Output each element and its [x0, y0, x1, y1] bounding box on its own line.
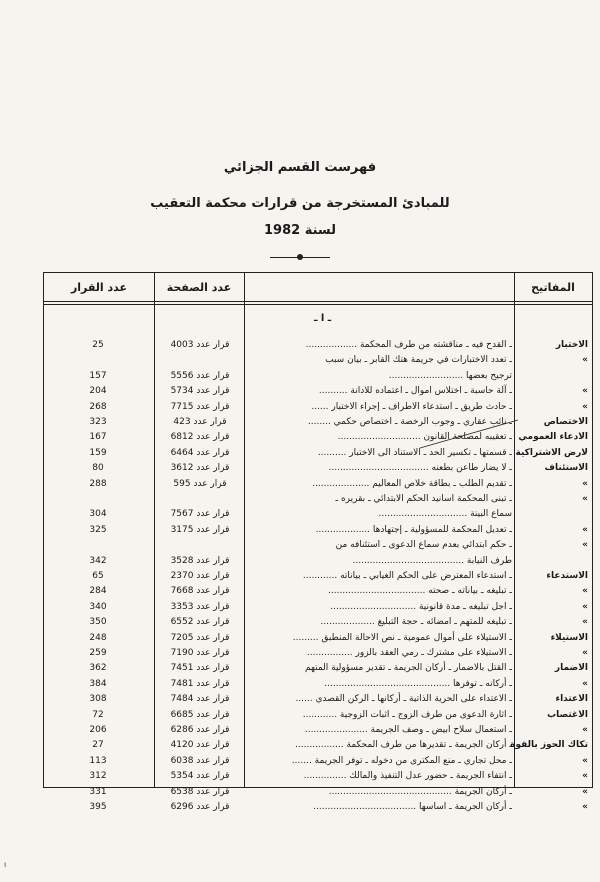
row-key: » — [582, 601, 588, 612]
row-decision-number: 362 — [89, 663, 107, 674]
row-description: ـ تبنى المحكمة اسانيد الحكم الابتدائي ـ بقريره ـ — [335, 494, 512, 504]
row-key: الاستدعاء — [546, 571, 588, 581]
row-decision-number: 248 — [89, 632, 107, 643]
row-description: ـ تبليغه للمتهم ـ امضائه ـ حجة التبليغ ................... — [320, 617, 512, 628]
row-description: ـ تقديم الطلب ـ بطاقة خلاص المعاليم .................... — [312, 478, 512, 489]
header-divider — [44, 301, 592, 302]
table-row — [44, 492, 592, 506]
row-decision-number: 157 — [89, 370, 107, 381]
row-page-ref: قرار عدد 7484 — [170, 694, 230, 705]
row-description: ـ استعمال سلاح ابيض ـ وصف الجريمة ...................... — [304, 725, 512, 735]
row-description: ـ انتفاء الجريمة ـ حضور عدل التنفيذ والمالك ............... — [303, 771, 512, 782]
row-key: » — [582, 401, 588, 412]
row-page-ref: قرار عدد 2370 — [170, 571, 230, 581]
row-key: » — [582, 786, 588, 797]
row-page-ref: قرار عدد 7481 — [170, 678, 230, 689]
row-decision-number: 395 — [89, 802, 107, 812]
table-row — [44, 692, 592, 706]
table-row — [44, 677, 592, 691]
row-decision-number: 312 — [89, 771, 107, 782]
table-row — [44, 569, 592, 583]
row-key: » — [582, 802, 588, 812]
row-description: ـ أركان الجريمة ........................................... — [328, 786, 512, 797]
row-page-ref: قرار عدد 4120 — [170, 740, 230, 751]
table-row — [44, 600, 592, 614]
table-row — [44, 400, 592, 414]
row-page-ref: قرار عدد 7205 — [170, 632, 230, 643]
table-row — [44, 584, 592, 598]
table-row — [44, 369, 592, 383]
row-key: الاضمار — [554, 663, 588, 674]
table-row — [44, 800, 592, 814]
row-description: ـ حكم ابتدائي بعدم سماع الدعوى ـ استئنافه من — [335, 540, 512, 551]
row-description: ـ تعقيبه لمصلحة القانون ............................. — [337, 432, 512, 443]
table-row — [44, 338, 592, 352]
row-decision-number: 340 — [89, 601, 107, 612]
table-row — [44, 631, 592, 645]
table-row — [44, 430, 592, 444]
header-page: عدد الصفحة — [166, 281, 232, 294]
page-title: فهرست القسم الجزائي — [223, 160, 377, 175]
row-decision-number: 331 — [89, 786, 107, 797]
row-page-ref: قرار عدد 6038 — [170, 755, 230, 766]
header-keys: المفاتيح — [531, 281, 575, 294]
row-page-ref: قرار عدد 6812 — [170, 432, 230, 443]
row-decision-number: 342 — [89, 555, 107, 566]
row-description: ـ اثارة الدعوى من طرف الزوج ـ اثبات الزوجية ............ — [302, 709, 512, 720]
row-key: لارض الاشتراكية — [515, 447, 588, 458]
row-decision-number: 25 — [92, 340, 104, 350]
row-decision-number: 323 — [89, 417, 107, 427]
row-page-ref: قرار عدد 5734 — [170, 386, 230, 397]
header-decision: عدد القرار — [70, 281, 128, 294]
row-page-ref: قرار عدد 6286 — [170, 725, 230, 735]
row-description: ـ لا يضار طاعن بطعنه ................................... — [328, 463, 512, 474]
row-page-ref: قرار عدد 6685 — [170, 709, 230, 720]
table-row — [44, 384, 592, 398]
row-description: ترجيح بعضها .......................... — [388, 370, 512, 381]
year-label: لسنة 1982 — [263, 223, 336, 238]
row-decision-number: 304 — [89, 509, 107, 520]
row-key: » — [582, 540, 588, 551]
row-description: ـ نائب عقاري ـ وجوب الرخصة ـ اختصاص حكمي ........ — [307, 417, 512, 427]
row-key: الاختبار — [555, 340, 588, 350]
table-row — [44, 769, 592, 783]
ornament-divider — [270, 253, 330, 263]
row-key: » — [582, 755, 588, 766]
row-decision-number: 159 — [89, 447, 107, 458]
row-decision-number: 268 — [89, 401, 107, 412]
row-description: ـ تبليغه ـ بياناته ـ صحته .................................. — [328, 586, 512, 597]
table-row — [44, 646, 592, 660]
row-description: ـ أركان الجريمة ـ تقديرها من طرف المحكمة ................. — [295, 740, 512, 751]
row-decision-number: 325 — [89, 524, 107, 535]
table-row — [44, 785, 592, 799]
row-key: الاستئناف — [544, 463, 588, 474]
header-divider — [44, 304, 592, 305]
row-page-ref: قرار عدد 7668 — [170, 586, 230, 597]
row-key: » — [582, 386, 588, 397]
row-description: ـ محل تجاري ـ منع المكترى من دخوله ـ توفر الجريمة ....... — [291, 755, 512, 766]
row-decision-number: 167 — [89, 432, 107, 443]
row-page-ref: قرار عدد 6538 — [170, 786, 230, 797]
row-page-ref: قرار عدد 595 — [173, 478, 227, 489]
row-key: » — [582, 355, 588, 366]
table-row — [44, 738, 592, 752]
row-decision-number: 284 — [89, 586, 107, 597]
row-description: ـ الاستيلاء على مشترك ـ رمي العقد بالزور ................ — [306, 648, 512, 658]
row-page-ref: قرار عدد 5354 — [170, 771, 230, 782]
row-decision-number: 72 — [92, 709, 104, 720]
row-description: ـ حادث طريق ـ استدعاء الاطراف ـ إجراء الاختبار ...... — [311, 401, 512, 412]
row-key: تكاك الحوز بالقوة — [510, 740, 588, 751]
row-page-ref: قرار عدد 5556 — [170, 370, 230, 381]
row-page-ref: قرار عدد 7190 — [170, 648, 230, 658]
row-decision-number: 204 — [89, 386, 107, 397]
row-key: الاختصاص — [543, 417, 588, 427]
table-row — [44, 754, 592, 768]
row-key: » — [582, 524, 588, 535]
row-key: » — [582, 725, 588, 735]
row-key: » — [582, 617, 588, 628]
row-page-ref: قرار عدد 3528 — [170, 555, 230, 566]
table-row — [44, 708, 592, 722]
row-key: الاستيلاء — [550, 632, 588, 643]
row-key: الاغتصاب — [547, 709, 588, 720]
table-row — [44, 523, 592, 537]
row-decision-number: 259 — [89, 648, 107, 658]
row-page-ref: قرار عدد 3175 — [170, 524, 230, 535]
row-description: ـ القتل بالاضمار ـ أركان الجريمة ـ تقدير مسؤولية المتهم — [304, 663, 512, 674]
row-key: الادعاء العمومي — [518, 432, 588, 443]
table-row — [44, 461, 592, 475]
table-row — [44, 554, 592, 568]
row-decision-number: 308 — [89, 694, 107, 705]
row-key: » — [582, 771, 588, 782]
page-mark: ı — [4, 860, 7, 869]
row-description: ـ تعديل المحكمة للمسؤولية ـ إجتهادها ................... — [315, 524, 512, 535]
row-page-ref: قرار عدد 7715 — [170, 401, 230, 412]
table-row — [44, 723, 592, 737]
row-description: سماع البينة ............................... — [378, 509, 512, 520]
row-description: ـ الاعتداء على الحرية الذاتية ـ أركانها ـ الركن القصدي ...... — [295, 694, 512, 705]
row-key: » — [582, 494, 588, 504]
table-row — [44, 353, 592, 367]
row-description: ـ القدح فيه ـ مناقشته من طرف المحكمة .................. — [305, 340, 512, 350]
row-decision-number: 350 — [89, 617, 107, 628]
row-page-ref: قرار عدد 3612 — [170, 463, 230, 474]
row-page-ref: قرار عدد 3353 — [170, 601, 230, 612]
row-page-ref: قرار عدد 4003 — [170, 340, 230, 350]
table-row — [44, 446, 592, 460]
table-row — [44, 477, 592, 491]
table-row — [44, 538, 592, 552]
row-decision-number: 288 — [89, 478, 107, 489]
row-description: ـ قسمتها ـ تكسير الحد ـ الاستناد الى الاختبار .......... — [317, 447, 512, 458]
row-decision-number: 384 — [89, 678, 107, 689]
row-description: ـ أركان الجريمة ـ اساسها .................................... — [313, 802, 512, 812]
row-description: ـ تعدد الاختبارات في جريمة هتك القابر ـ بيان سبب — [325, 355, 512, 366]
row-key: الاعتداء — [555, 694, 588, 705]
row-key: » — [582, 678, 588, 689]
row-page-ref: قرار عدد 7451 — [170, 663, 230, 674]
row-page-ref: قرار عدد 7567 — [170, 509, 230, 520]
row-description: ـ استدعاء المعترض على الحكم الغيابي ـ بياناته ............ — [302, 571, 512, 581]
row-decision-number: 80 — [92, 463, 104, 474]
table-row — [44, 615, 592, 629]
row-decision-number: 27 — [92, 740, 104, 751]
row-page-ref: قرار عدد 6464 — [170, 447, 230, 458]
row-description: طرف النيابة ....................................... — [352, 555, 512, 566]
table-row — [44, 661, 592, 675]
row-description: ـ آلة حاسبة ـ اختلاس اموال ـ اعتماده للادانة .......... — [318, 386, 512, 397]
row-description: ـ الاستيلاء على أموال عمومية ـ نص الاحالة المنطبق ......... — [292, 632, 512, 643]
row-key: » — [582, 478, 588, 489]
row-key: » — [582, 586, 588, 597]
row-page-ref: قرار عدد 6552 — [170, 617, 230, 628]
row-description: ـ أركانه ـ توفرها ............................................ — [324, 678, 512, 689]
row-page-ref: قرار عدد 423 — [173, 417, 227, 427]
section-letter: ـ ا ـ — [314, 313, 332, 324]
row-decision-number: 206 — [89, 725, 107, 735]
row-page-ref: قرار عدد 6296 — [170, 802, 230, 812]
table-row — [44, 415, 592, 429]
row-key: » — [582, 648, 588, 658]
row-description: ـ اجل تبليغه ـ مدة قانونية .............................. — [330, 601, 512, 612]
row-decision-number: 113 — [89, 755, 107, 766]
page-subtitle: للمبادئ المستخرجة من قرارات محكمة التعقيب — [150, 196, 450, 211]
index-table — [43, 272, 593, 812]
row-decision-number: 65 — [92, 571, 104, 581]
table-row — [44, 507, 592, 521]
